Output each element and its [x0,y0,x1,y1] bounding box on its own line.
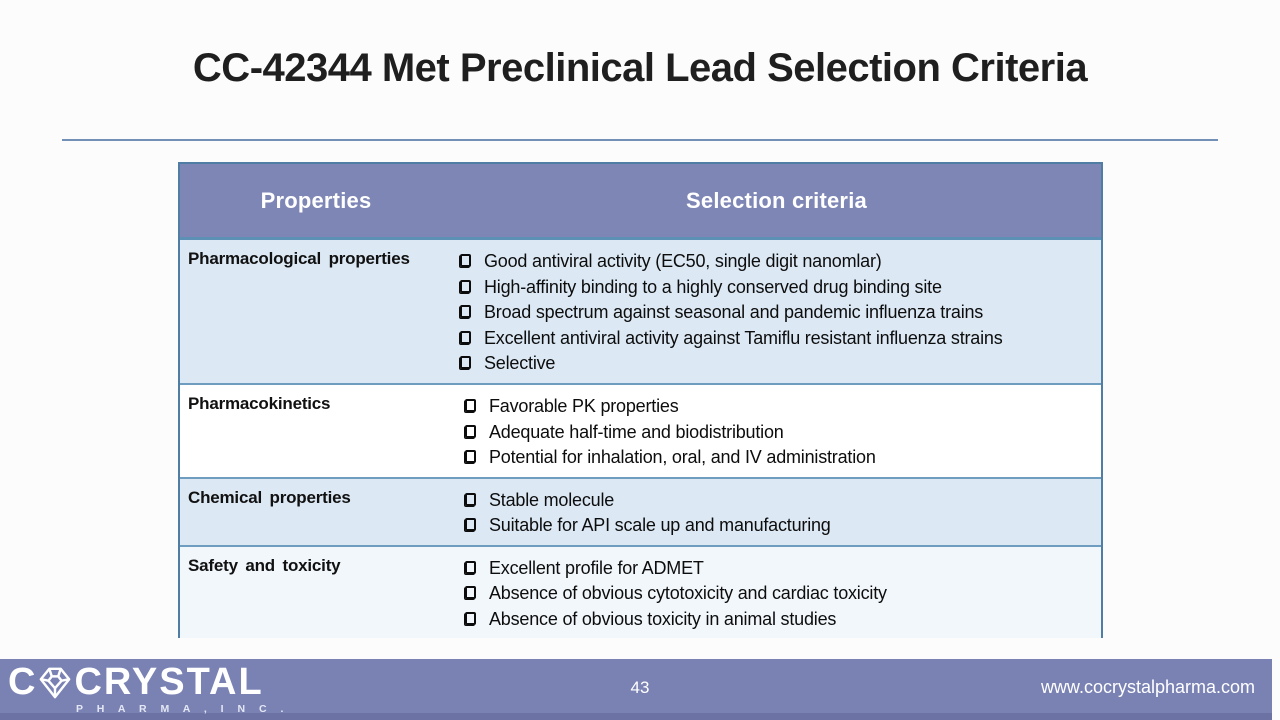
criteria-text: Good antiviral activity (EC50, single digit nanomlar) [484,251,882,271]
table-row-pharmacological [180,240,1101,383]
gem-icon [38,665,72,701]
table-row-safety [180,545,1101,639]
criteria-text: Suitable for API scale up and manufacturing [489,515,831,535]
criteria-item [460,445,1095,471]
checkbox-icon [460,280,471,293]
criteria-table [178,162,1103,638]
checkbox-icon [460,356,471,369]
website-link[interactable]: www.cocrystalpharma.com [1040,677,1255,697]
criteria-list [452,479,1101,545]
criteria-list [452,547,1101,639]
criteria-item [460,326,1095,352]
criteria-item [460,420,1095,446]
criteria-text: Excellent profile for ADMET [489,557,704,578]
criteria-list [452,385,1101,477]
checkbox-icon [460,254,471,267]
criteria-item [460,581,1095,607]
header-cell-properties: Properties [260,187,372,213]
criteria-text: Adequate half-time and biodistribution [489,421,784,442]
checkbox-icon [465,612,476,625]
checkbox-icon [465,450,476,463]
footer-bar [0,659,1272,720]
criteria-item [460,394,1095,420]
checkbox-icon [460,331,471,344]
criteria-item [460,249,1095,275]
page-number: 43 [630,678,650,697]
criteria-item [460,275,1095,301]
criteria-item [460,513,1095,539]
criteria-list [452,240,1101,383]
criteria-text: Broad spectrum against seasonal and pandemic influenza trains [484,302,984,322]
property-label: Pharmacological properties [188,249,410,268]
title-divider [62,139,1218,141]
criteria-text: Stable molecule [489,489,615,510]
criteria-text: Favorable PK properties [489,396,679,416]
criteria-text: Potential for inhalation, oral, and IV administration [489,447,876,467]
property-label: Pharmacokinetics [188,394,331,413]
table-header-row [180,164,1101,240]
header-cell-selection-criteria: Selection criteria [686,187,867,213]
logo-text-c: C [8,661,38,703]
criteria-text: Absence of obvious cytotoxicity and cardiac toxicity [489,583,887,603]
checkbox-icon [465,518,476,531]
property-label: Safety and toxicity [188,555,341,575]
logo-text-crystal: CRYSTAL [74,661,264,703]
checkbox-icon [465,561,476,574]
page-title: CC-42344 Met Preclinical Lead Selection Criteria [192,46,1088,90]
table-row-pharmacokinetics [180,383,1101,477]
criteria-text: Excellent antiviral activity against Tamiflu resistant influenza strains [484,327,1003,348]
checkbox-icon [465,399,476,412]
table-row-chemical [180,477,1101,545]
checkbox-icon [465,586,476,599]
company-logo [8,660,264,704]
criteria-item [460,488,1095,514]
criteria-item [460,351,1095,377]
checkbox-icon [465,493,476,506]
checkbox-icon [460,305,471,318]
criteria-text: Absence of obvious toxicity in animal studies [489,608,837,629]
criteria-item [460,556,1095,582]
property-label: Chemical properties [188,487,351,507]
criteria-text: High-affinity binding to a highly conserved drug binding site [484,276,942,297]
criteria-item [460,300,1095,326]
criteria-text: Selective [484,353,556,373]
checkbox-icon [465,425,476,438]
logo-subtitle: P H A R M A , I N C . [76,703,289,715]
criteria-item [460,607,1095,633]
